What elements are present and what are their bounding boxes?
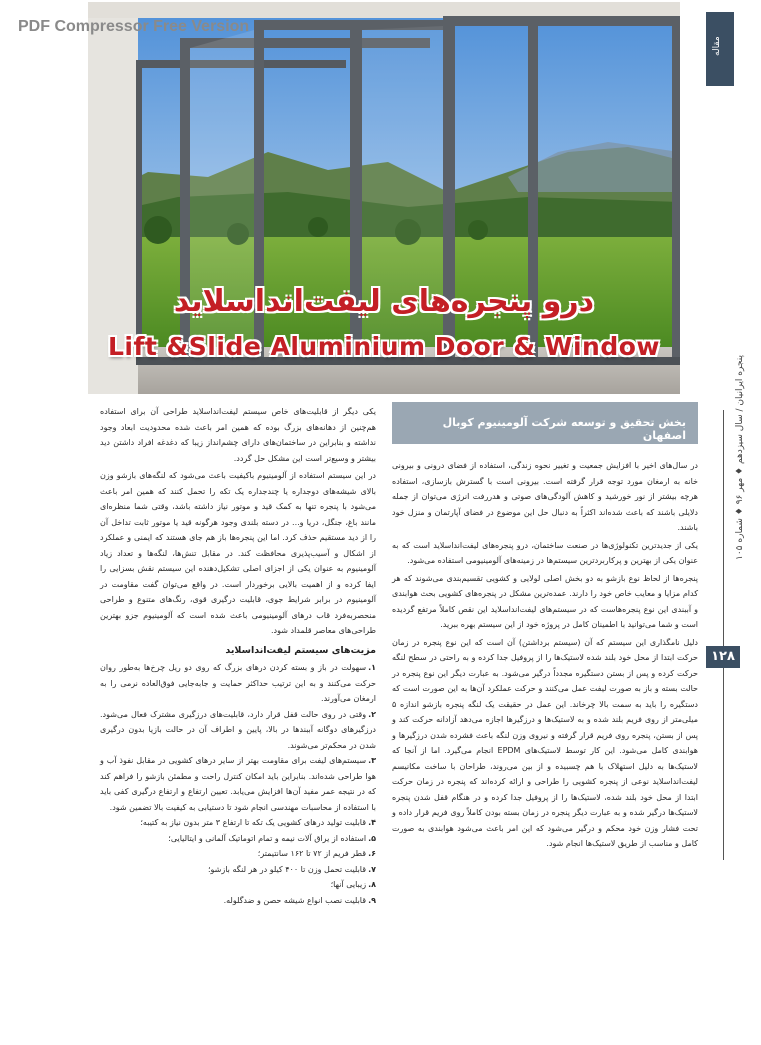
item-text: وقتی در روی حالت قفل قرار دارد، قابلیت‌های درزگیری مشترک فعال می‌شود. درزگیرهای دوگانه آببندها در بالا، پایین و اطراف آن در حالت بازیا بدون درگیری شدن در محکم‌تر می‌شوند.	[100, 709, 376, 750]
list-item	[100, 660, 376, 707]
right-column	[392, 458, 698, 854]
item-text: استفاده از یراق آلات نیمه و تمام اتوماتیک آلمانی و ایتالیایی؛	[168, 833, 367, 843]
item-number: ۹.	[368, 895, 376, 905]
item-number: ۲.	[368, 709, 376, 719]
item-number: ۴.	[368, 818, 376, 827]
item-number: ۷.	[368, 864, 376, 874]
item-text: قابلیت تحمل وزن تا ۴۰۰ کیلو در هر لنگه بازشو؛	[208, 864, 367, 874]
article-title-english: Lift &Slide Aluminium Door & Window	[107, 332, 661, 361]
features-heading: مزیت‌های سیستم لیفت‌انداسلاید	[225, 644, 376, 656]
left-column	[100, 404, 376, 908]
item-text: قطر فریم از ۷۲ تا ۱۶۲ سانتیمتر؛	[257, 849, 367, 858]
side-divider	[723, 410, 724, 860]
section-header: بخش تحقیق و توسعه شرکت آلومینیوم کوبال اصفهان	[392, 402, 698, 444]
paragraph: یکی دیگر از قابلیت‌های خاص سیستم لیفت‌انداسلاید طراحی آن برای استفاده هم‌چنین از دهانه‌های بزرگ بوده که همین امر باعث شده محدودیت ابعاد وجود نداشته و بنابراین در ساختمان‌های دارای چشم‌انداز زیبا که دغدغه افراد داشتن دید بیشتر و وسیع‌تر است این مشکل حل گردد.	[100, 407, 376, 463]
features-list	[100, 660, 376, 908]
paragraph: یکی از جدیدترین تکنولوژی‌ها در صنعت ساختمان، درو پنجره‌های لیفت‌انداسلاید است که به عنوان یکی از بهترین و پرکاربردترین سیستم‌ها در زمینه‌های آلومینیومی استفاده می‌شود.	[392, 540, 698, 565]
paragraph: در سال‌های اخیر با افزایش جمعیت و تغییر نحوه زندگی، استفاده از فضای درونی و بیرونی خانه به ارمغان مورد توجه قرار گرفته است. بیرونی است با گسترش بازسازی، استفاده هرچه بیشتر از نور خورشید و کاهش آلودگی‌های صوتی و هدررفت انرژی می‌توان از جمله دلایلی باشند که باعث شده‌اند اکثراً به دنبال حل این موضوع در فضای آپارتمان و منزل خود باشند.	[392, 461, 698, 532]
list-item	[100, 846, 376, 862]
section-tab-label: مقاله	[712, 36, 722, 56]
list-item	[100, 893, 376, 909]
hero-image	[88, 2, 680, 394]
item-text: قابلیت تولید درهای کشویی یک تکه تا ارتفاع ۳ متر بدون نیاز به کتیبه؛	[140, 818, 367, 827]
item-number: ۸.	[368, 880, 376, 889]
list-item	[100, 815, 376, 831]
item-text: قابلیت نصب انواع شیشه حصن و ضدگلوله.	[223, 895, 367, 905]
item-number: ۶.	[368, 849, 376, 858]
item-text: سیستم‌های لیفت برای مقاومت بهتر از سایر درهای کشویی در مقابل نفوذ آب و هوا طراحی شده‌اند. بنابراین باید امکان کنترل راحت و مطمئن بازشو را فراهم کند که در نتیجه عمر مفید آن‌ها افزایش می‌یابد. تعیین ارتفاع و ارتفاع درگیری کفی باید با استفاده از محاسبات مهندسی انجام شود تا دستیابی به کیفیت بالا تضمین شود.	[100, 756, 376, 812]
paragraph: دلیل نامگذاری این سیستم که آن (سیستم برداشتن) آن است که این نوع پنجره در زمان حرکت ابتدا از محل خود بلند شده لاستیک‌ها را از پروفیل جدا کرده و به راحتی در سطح لنگه حرکت کرده و پس از بستن دستگیره مجدداً درگیر می‌شود. به عبارت دیگر این نوع پنجره در حالت بسته و باز به صورت لیفت عمل می‌کنند و حرکت عملکرد آن‌ها به این صورت است که دستگیره را باید به سمت بالا چرخاند. این عمل در حقیقت یک لنگه پنجره بازشو اندازه ۵ میلی‌متر از روی فریم بلند شده و به لاستیک‌ها و درزگیرها اجازه می‌دهد آزادانه حرکت کند و پس از بستن، پنجره روی فریم قرار گرفته و نیروی وزن لنگه باعث فشرده شدن درزگیرها و هوابندی کامل می‌شود. این کار توسط لاستیک‌های EPDM انجام می‌گیرد. اما از آنجا که لاستیک‌ها به دلیل استهلاک با هم چسبیده و از بین می‌روند، طراحان با ساخت مکانیسم لیفت‌انداسلاید نوعی از پنجره کشویی را طراحی و ارائه کرده‌اند که پنجره در زمان حرکت ابتدا از محل خود بلند شده، لاستیک‌ها را از پروفیل جدا کرده و در هنگام قفل شدن پنجره لاستیک‌ها درگیر شده و به عبارت دیگر پنجره در زمان بسته بودن کاملاً روی فریم قرار داده و تحت فشار وزن خود محکم و درگیر می‌شود که این امر باعث می‌شود هوابندی به صورت کامل و مناسب از طریق لاستیک‌ها انجام شود.	[392, 637, 699, 848]
list-item	[100, 831, 376, 847]
section-tab	[706, 12, 734, 86]
paragraph: در این سیستم استفاده از آلومینیوم باکیفیت باعث می‌شود که لنگه‌های بازشو وزن بالای شیشه‌های دوجداره یا چندجداره یک تکه را تحمل کنند که همین امر باعث می‌شود با پنجره تنها به کمک قید و موتور نیاز داشته باشد، وقتی شما منظره‌ای مانند باغ، جنگل، دریا و... در دسته بلندی وجود هرگونه قید یا موتور ثابت تداخل آن را از دید مستقیم حذف کرد. اما این پنجره‌ها باز هم جای هستند که ایمنی و عملکرد از اشکال و آسیب‌پذیری محافظت کند. در مقابل تنش‌ها، لنگه‌ها و تعداد زیاد آلومینیوم به عنوان یکی از اجزای اصلی تشکیل‌دهنده این سیستم نقش بسزایی را ایفا کرده و از اهمیت بالایی برخوردار است. در واقع می‌توان گفت مقاومت در آلومینیوم در برابر شرایط جوی، قابلیت درگیری قوی، رنگ‌های متنوع و طراحی منحصربه‌فرد قاب درهای آلومینیومی باعث شده است که آلومینیوم جزو بهترین طراحی‌های معاصر قلمداد شود.	[100, 471, 376, 635]
paragraph: پنجره‌ها از لحاظ نوع بازشو به دو بخش اصلی لولایی و کشویی تقسیم‌بندی می‌شوند که هر کدام مزایا و معایب خاص خود را دارند. عمده‌ترین مشکل در پنجره‌های کشویی بحث هوابندی و آببندی این نوع پنجره‌هاست که در سیستم‌های لیفت‌انداسلاید این نقص کاملاً مرتفع گردیده است و شما می‌توانید با اطمینان کامل در پروژه خود از این سیستم بهره ببرید.	[392, 573, 698, 629]
list-item	[100, 877, 376, 893]
item-number: ۳.	[368, 756, 376, 765]
list-item	[100, 753, 376, 815]
item-text: زیبایی آنها؛	[330, 880, 367, 889]
item-text: سهولت در باز و بسته کردن درهای بزرگ که روی دو ریل چرخ‌ها به‌طور روان حرکت می‌کنند و به این ترتیب حداکثر حمایت و جابه‌جایی فوق‌العاده نرمی را به ارمغان می‌آورند.	[100, 663, 376, 703]
page-number: ۱۲۸	[706, 646, 740, 668]
list-item	[100, 862, 376, 878]
list-item	[100, 707, 376, 754]
article-title-persian: درو پنجره‌های لیفت‌انداسلاید	[173, 284, 595, 319]
watermark: PDF Compressor Free Version	[18, 18, 250, 35]
item-number: ۱.	[368, 663, 376, 672]
item-number: ۵.	[368, 833, 376, 843]
issue-info: پنجره ایرانیان / سال سیزدهم ♦ مهر ۹۶ ♦ شماره ۱۰۵	[735, 355, 745, 560]
